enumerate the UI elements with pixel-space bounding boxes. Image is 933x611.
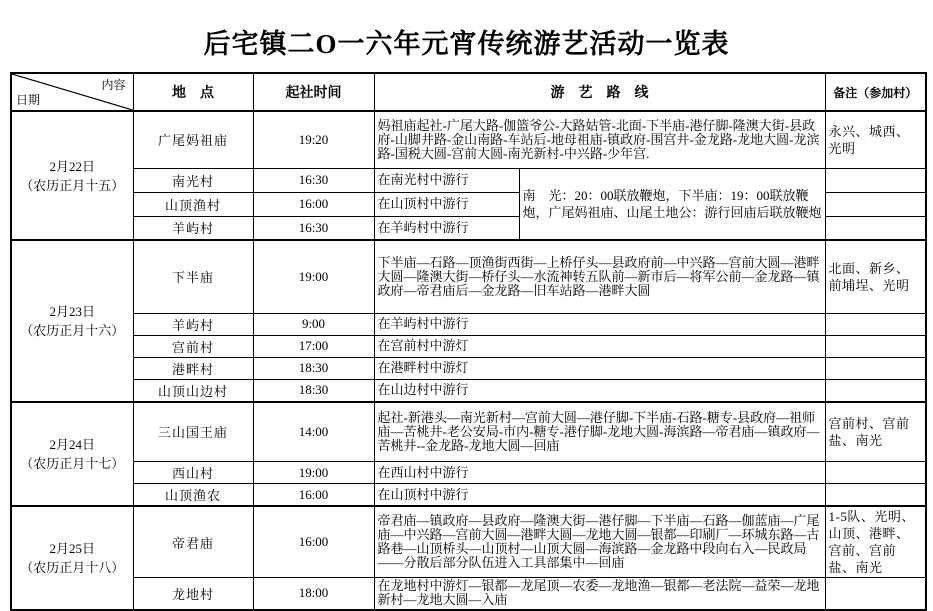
schedule-table [10,72,927,611]
date-cell [11,506,133,610]
notes-cell-empty [825,379,926,402]
date-text: 2月22日 [49,158,95,174]
place-cell: 龙地村 [133,578,253,610]
table-row [11,313,926,335]
place-cell: 西山村 [133,462,253,484]
notes-cell-empty [825,216,926,240]
notes-cell-empty [825,578,926,610]
table-row [11,240,926,313]
date-cell [11,240,133,402]
notes-cell-empty [825,484,926,507]
table-row [11,506,926,578]
place-cell: 港畔村 [133,357,253,379]
route-cell: 在山顶村中游行 [374,484,825,507]
date-text: 2月24日 [49,436,95,452]
table-row [11,357,926,379]
header-time: 起社时间 [253,73,374,111]
route-cell: 在西山村中游行 [374,462,825,484]
route-cell: 在南光村中游行 [374,168,519,192]
place-cell: 南光村 [133,168,253,192]
route-cell: 在龙地村中游灯—银都—龙尾顶—农委—龙地渔—银都—老法院—益荣—龙地新村—龙地大圆—入庙 [374,578,825,610]
time-cell: 18:00 [253,578,374,610]
lunar-date-text: （农历正月十六） [20,322,125,338]
notes-cell: 宫前村、宫前盐、南光 [825,402,926,462]
date-cell [11,111,133,240]
fireworks-note-cell: 南 光：20：00联放鞭炮，下半庙：19：00联放鞭炮，广尾妈祖庙、山尾土地公：游行回庙后联放鞭炮 [519,168,825,240]
time-cell: 19:00 [253,462,374,484]
time-cell: 16:00 [253,192,374,216]
route-cell: 下半庙—石路—顶渔街西街—上桥仔头—县政府前—中兴路—宫前大圆—港畔大圆—隆澳大街—桥仔头—水流神转五队前—新市后—将军公前—金龙路—镇政府—帝君庙后—金龙路—旧车站路—港畔大圆 [374,240,825,313]
time-cell: 16:30 [253,216,374,240]
place-cell: 帝君庙 [133,506,253,578]
header-place: 地 点 [133,73,253,111]
table-row [11,379,926,402]
notes-cell-empty [825,462,926,484]
notes-cell-empty [825,335,926,357]
place-cell: 下半庙 [133,240,253,313]
time-cell: 19:00 [253,240,374,313]
notes-cell: 北面、新乡、前埔埕、光明 [825,240,926,313]
time-cell: 17:00 [253,335,374,357]
header-route: 游 艺 路 线 [374,73,825,111]
date-text: 2月23日 [49,303,95,319]
route-cell: 在宫前村中游灯 [374,335,825,357]
table-row [11,578,926,610]
time-cell: 16:30 [253,168,374,192]
place-cell: 山顶渔村 [133,192,253,216]
place-cell: 广尾妈祖庙 [133,111,253,168]
header-row [11,73,926,111]
notes-cell: 永兴、城西、光明 [825,111,926,168]
time-cell: 19:20 [253,111,374,168]
date-text: 2月25日 [49,540,95,556]
table-row [11,462,926,484]
notes-cell-empty [825,357,926,379]
corner-header-cell [11,73,133,111]
notes-cell-empty [825,192,926,216]
place-cell: 羊屿村 [133,313,253,335]
table-row [11,335,926,357]
time-cell: 16:00 [253,506,374,578]
corner-label-date: 日期 [16,93,41,107]
lunar-date-text: （农历正月十七） [20,455,125,471]
page-title: 后宅镇二O一六年元宵传统游艺活动一览表 [203,29,730,59]
table-row [11,402,926,462]
place-cell: 羊屿村 [133,216,253,240]
route-cell: 在羊屿村中游行 [374,313,825,335]
time-cell: 18:30 [253,357,374,379]
table-row [11,484,926,507]
table-row [11,111,926,168]
time-cell: 14:00 [253,402,374,462]
time-cell: 18:30 [253,379,374,402]
route-cell: 起社-新港头—南光新村—宫前大圆—港仔脚-下半庙-石路-糖专-县政府—祖师庙—苦桃井-老公安局-市内-糖专-港仔脚-龙地大圆-海滨路—帝君庙—镇政府—苦桃井--金龙路-龙地大圆—回庙 [374,402,825,462]
notes-cell-empty [825,313,926,335]
lunar-date-text: （农历正月十八） [20,559,125,575]
corner-label-content: 内容 [101,78,126,92]
route-cell: 在山顶村中游行 [374,192,519,216]
route-cell: 妈祖庙起社-广尾大路-伽篮爷公-大路姑管-北面-下半庙-港仔脚-隆澳大街-县政府-山脚井路-金山南路-车站后-地母祖庙-镇政府-围宫井-金龙路-龙地大圆-龙滨路-国税大圆-宫前大圆-南光新村-中兴路-少年宫. [374,111,825,168]
place-cell: 山顶渔农 [133,484,253,507]
notes-cell: 1-5队、光明、山顶、港畔、宫前、宫前盐、南光 [825,506,926,578]
place-cell: 宫前村 [133,335,253,357]
time-cell: 16:00 [253,484,374,507]
route-cell: 帝君庙—镇政府—县政府—隆澳大街—港仔脚—下半庙—石路—伽蓝庙—广尾庙—中兴路—宫前大圆—港畔大圆—龙地大圆—银都—印刷厂—环城东路—古路巷—山顶桥头—山顶村—山顶大圆—海滨路—金龙路中段向右入—民政局——分散后部分队伍进入工具部集中—回庙 [374,506,825,578]
route-cell: 在羊屿村中游行 [374,216,519,240]
lunar-date-text: （农历正月十五） [20,177,125,193]
route-cell: 在港畔村中游灯 [374,357,825,379]
notes-cell-empty [825,168,926,192]
place-cell: 三山国王庙 [133,402,253,462]
place-cell: 山顶山边村 [133,379,253,402]
header-notes: 备注（参加村） [825,73,926,111]
date-cell [11,402,133,507]
time-cell: 9:00 [253,313,374,335]
route-cell: 在山边村中游行 [374,379,825,402]
table-row [11,168,926,192]
